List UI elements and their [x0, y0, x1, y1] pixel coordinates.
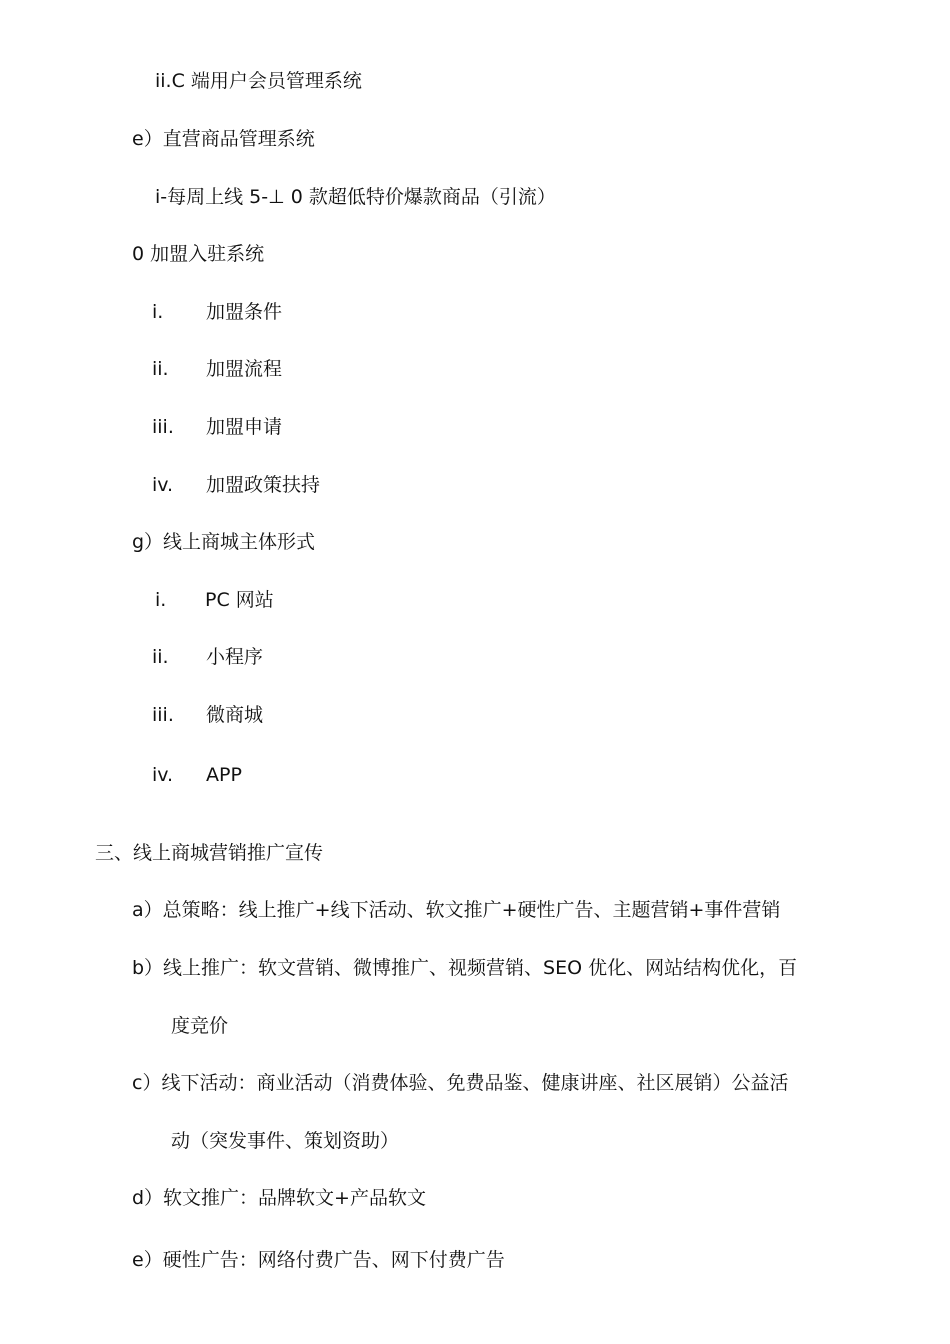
form-item	[155, 591, 274, 610]
form-item	[152, 648, 263, 667]
item-text: 加盟申请	[206, 416, 283, 438]
item-text: 小程序	[206, 646, 264, 668]
item-text: 微商城	[206, 704, 264, 726]
form-item	[152, 766, 242, 785]
paragraph-soft-article: d）软文推广：品牌软文+产品软文	[132, 1187, 426, 1209]
item-number: iii.	[152, 704, 174, 726]
item-text: 加盟条件	[206, 301, 283, 323]
franchise-item	[152, 476, 320, 495]
list-item-direct-goods-management: e）直营商品管理系统	[132, 128, 315, 150]
form-item	[152, 706, 263, 725]
item-number: ii.	[152, 646, 169, 668]
paragraph-offline-activities: c）线下活动：商业活动（消费体验、免费品鉴、健康讲座、社区展销）公益活	[132, 1072, 789, 1094]
item-number: i.	[155, 589, 167, 611]
paragraph-online-promotion-cont: 度竞价	[171, 1015, 229, 1037]
item-text: 加盟流程	[206, 358, 283, 380]
item-text: PC 网站	[205, 589, 274, 611]
item-number: iv.	[152, 474, 174, 496]
list-item-franchise-system: 0 加盟入驻系统	[132, 243, 265, 265]
section-heading: 三、线上商城营销推广宣传	[95, 842, 324, 864]
franchise-item	[152, 360, 282, 379]
item-number: iv.	[152, 764, 174, 786]
list-item-member-management: ii.C 端用户会员管理系统	[155, 70, 362, 92]
paragraph-hard-advertising: e）硬性广告：网络付费广告、网下付费广告	[132, 1249, 505, 1271]
franchise-item	[152, 418, 282, 437]
item-text: APP	[206, 764, 242, 786]
paragraph-offline-activities-cont: 动（突发事件、策划资助）	[171, 1130, 400, 1152]
item-text: 加盟政策扶持	[206, 474, 321, 496]
item-number: ii.	[152, 358, 169, 380]
franchise-item	[152, 303, 282, 322]
list-item-mall-forms: g）线上商城主体形式	[132, 531, 316, 553]
paragraph-online-promotion: b）线上推广：软文营销、微博推广、视频营销、SEO 优化、网站结构优化，百	[132, 957, 798, 979]
item-number: i.	[152, 301, 164, 323]
paragraph-strategy: a）总策略：线上推广+线下活动、软文推广+硬性广告、主题营销+事件营销	[132, 899, 781, 921]
item-number: iii.	[152, 416, 174, 438]
list-item-weekly-special-goods: i-每周上线 5-⊥ 0 款超低特价爆款商品（引流）	[155, 186, 556, 208]
